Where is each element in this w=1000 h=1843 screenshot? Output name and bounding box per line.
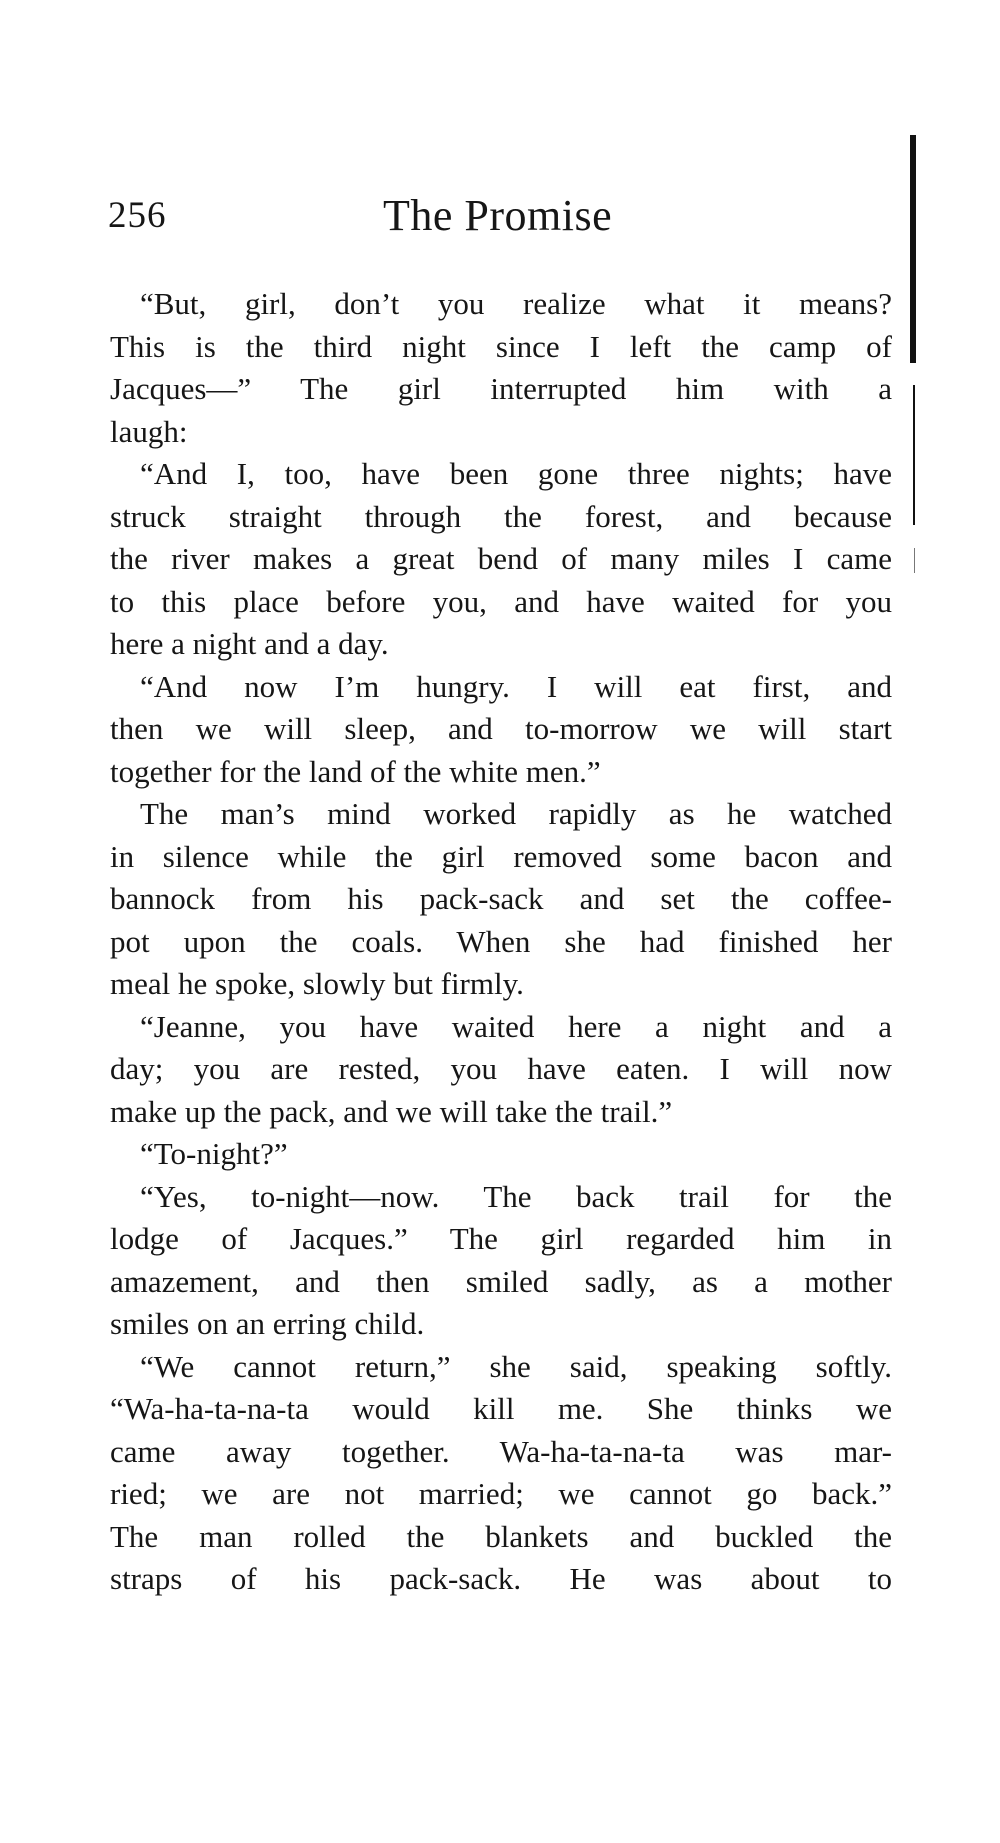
text-line: “Jeanne, you have waited here a night and a: [140, 1008, 892, 1044]
text-line: The man rolled the blankets and buckled the: [110, 1518, 892, 1554]
text-line: the river makes a great bend of many miles I came: [110, 541, 892, 576]
page-header: [108, 186, 908, 246]
text-line: “Yes, to-night—now. The back trail for the: [140, 1178, 892, 1214]
text-line: in silence while the girl removed some bacon and: [110, 838, 892, 874]
running-title: The Promise: [383, 191, 613, 240]
text-line: together for the land of the white men.”: [110, 753, 601, 789]
text-line: laugh:: [110, 413, 188, 449]
text-line: amazement, and then smiled sadly, as a mother: [110, 1263, 892, 1299]
text-line: Jacques—” The girl interrupted him with a: [110, 371, 892, 406]
text-line: “Wa-ha-ta-na-ta would kill me. She thinks we: [110, 1391, 892, 1426]
text-line: straps of his pack-sack. He was about to: [110, 1561, 892, 1596]
text-line: “And now I’m hungry. I will eat first, and: [140, 668, 892, 704]
text-line: lodge of Jacques.” The girl regarded him in: [110, 1221, 892, 1256]
text-line: to this place before you, and have waited for you: [110, 583, 892, 619]
text-line: then we will sleep, and to-morrow we will start: [110, 711, 892, 746]
text-line: meal he spoke, slowly but firmly.: [110, 966, 524, 1001]
gutter-scan-mark: [910, 135, 916, 363]
text-line: day; you are rested, you have eaten. I will now: [110, 1051, 892, 1086]
text-line: “To-night?”: [140, 1136, 288, 1171]
text-line: bannock from his pack-sack and set the coffee-: [110, 881, 892, 916]
text-line: struck straight through the forest, and because: [110, 498, 892, 534]
text-line: smiles on an erring child.: [110, 1306, 425, 1341]
gutter-scan-mark: [913, 385, 915, 525]
text-line: pot upon the coals. When she had finished her: [110, 923, 892, 959]
text-line: came away together. Wa-ha-ta-na-ta was mar-: [110, 1433, 892, 1469]
text-line: “We cannot return,” she said, speaking softly.: [140, 1348, 892, 1384]
gutter-scan-mark: [914, 548, 915, 573]
text-line: ried; we are not married; we cannot go back.”: [110, 1476, 892, 1511]
text-line: The man’s mind worked rapidly as he watched: [140, 796, 892, 831]
text-line: This is the third night since I left the camp of: [110, 328, 892, 364]
body-text: [110, 283, 892, 1601]
text-line: here a night and a day.: [110, 626, 389, 661]
text-line: “But, girl, don’t you realize what it means?: [140, 286, 892, 321]
text-line: make up the pack, and we will take the trail.”: [110, 1093, 673, 1129]
page-number: 256: [108, 195, 167, 236]
text-line: “And I, too, have been gone three nights; have: [140, 456, 892, 491]
